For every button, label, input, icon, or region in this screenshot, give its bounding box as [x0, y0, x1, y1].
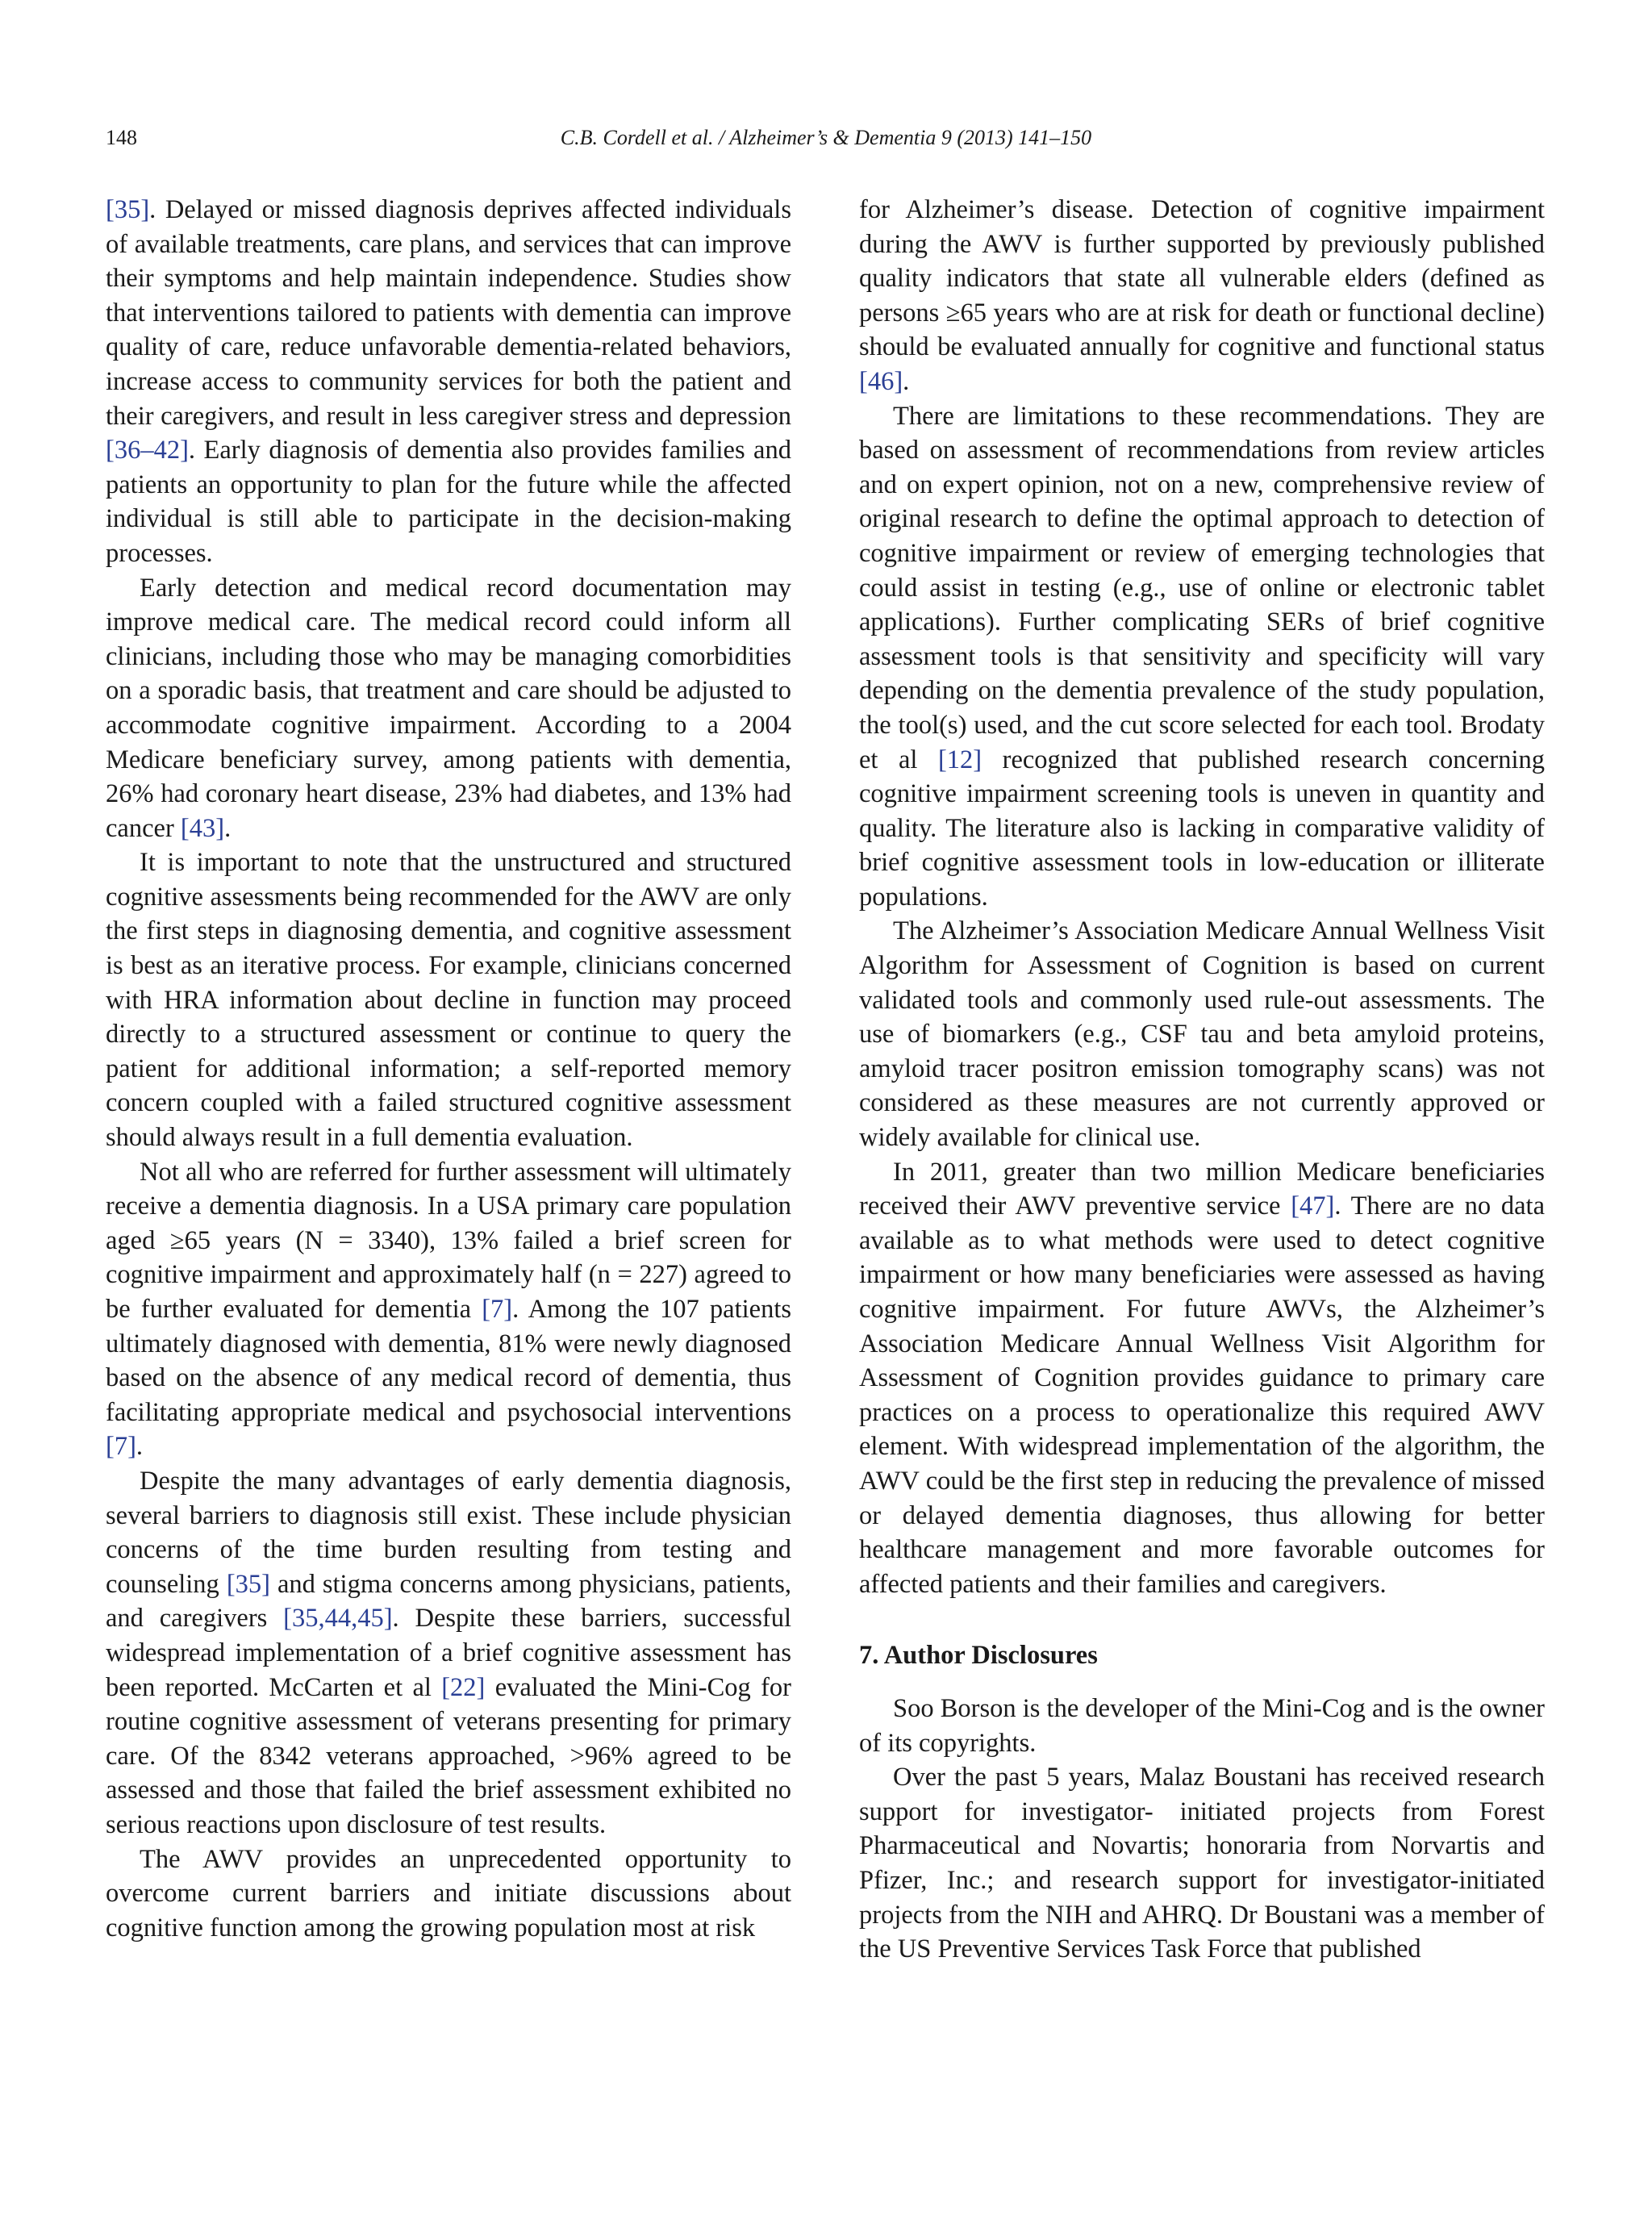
paragraph-text: . Early diagnosis of dementia also provides families and patients an opportunity to plan for the future while the affected individual is still able to participate in the decision-making processes. [106, 436, 791, 568]
paragraph-text: Not all who are referred for further assessment will ultimately receive a dementia diagnosis. In a USA primary care population aged ≥65 years (N = 3340), 13% failed a brief screen for cognitive impairment and approximately half (n = 227) agreed to be further evaluated for dementia [106, 1157, 791, 1324]
paragraph [859, 914, 1545, 1154]
citation-link[interactable]: [35] [226, 1569, 270, 1599]
paragraph-text: There are limitations to these recommendations. They are based on assessment of recommendations from review articles and on expert opinion, not on a new, comprehensive review of original research to define the optimal approach to detection of cognitive impairment or review of emerging technologies that could assist in testing (e.g., use of online or electronic tablet applications). Further complicating SERs of brief cognitive assessment tools is that sensitivity and specificity will vary depending on the dementia prevalence of the study population, the tool(s) used, and the cut score selected for each tool. Brodaty et al [859, 401, 1545, 774]
paragraph-text: It is important to note that the unstructured and structured cognitive assessments being recommended for the AWV are only the first steps in diagnosing dementia, and cognitive assessment is best as an iterative process. For example, clinicians concerned with HRA information about decline in function may proceed directly to a structured assessment or continue to query the patient for additional information; a self-reported memory concern coupled with a failed structured cognitive assessment should always result in a full dementia evaluation. [106, 848, 791, 1153]
paragraph-text: evaluated the Mini-Cog for routine cognitive assessment of veterans presenting for primary care. Of the 8342 veterans approached, >96% agreed to be assessed and those that failed the brief assessment exhibited no serious reactions upon disclosure of test results. [106, 1672, 791, 1839]
citation-link[interactable]: [47] [1291, 1191, 1335, 1221]
paragraph-text: recognized that published research concerning cognitive impairment screening tools is uneven in quantity and quality. The literature also is lacking in comparative validity of brief cognitive assessment tools in low-education or illiterate populations. [859, 745, 1545, 912]
paragraph-text: . Among the 107 patients ultimately diagnosed with dementia, 81% were newly diagnosed based on the absence of any medical record of dementia, thus facilitating appropriate medical and psychosocial interventions [106, 1295, 791, 1427]
left-column [106, 193, 791, 1945]
citation-link[interactable]: [7] [106, 1432, 136, 1462]
citation-link[interactable]: [22] [441, 1672, 486, 1702]
paragraph [859, 399, 1545, 915]
paragraph-text: Early detection and medical record documentation may improve medical care. The medical record could inform all clinicians, including those who may be managing comorbidities on a sporadic basis, that treatment and care should be adjusted to accommodate cognitive impairment. According to a 2004 Medicare beneficiary survey, among patients with dementia, 26% had coronary heart disease, 23% had diabetes, and 13% had cancer [106, 573, 791, 843]
paragraph-text: The AWV provides an unprecedented opportunity to overcome current barriers and initiate discussions about cognitive function among the growing population most at risk [106, 1844, 791, 1942]
paragraph [859, 1760, 1545, 1967]
citation-link[interactable]: [35] [106, 195, 150, 224]
paragraph [106, 1464, 791, 1842]
citation-link[interactable]: [12] [937, 745, 982, 774]
paragraph [859, 1155, 1545, 1602]
paragraph [106, 571, 791, 846]
paragraph-text: Soo Borson is the developer of the Mini-Cog and is the owner of its copyrights. [859, 1693, 1545, 1758]
citation-link[interactable]: [43] [180, 813, 225, 843]
paragraph [106, 845, 791, 1154]
paragraph-text: Despite the many advantages of early dementia diagnosis, several barriers to diagnosis still exist. These include physician concerns of the time burden resulting from testing and counseling [106, 1466, 791, 1599]
paragraph [859, 1692, 1545, 1760]
paragraph-text: for Alzheimer’s disease. Detection of cognitive impairment during the AWV is further supported by previously published quality indicators that state all vulnerable elders (defined as persons ≥65 years who are at risk for death or functional decline) should be evaluated annually for cognitive and functional status [859, 195, 1545, 362]
paragraph-text: . There are no data available as to what methods were used to detect cognitive impairment or how many beneficiaries were assessed as having cognitive impairment. For future AWVs, the Alzheimer’s Association Medicare Annual Wellness Visit Algorithm for Assessment of Cognition provides guidance to primary care practices on a process to operationalize this required AWV element. With widespread implementation of the algorithm, the AWV could be the first step in reducing the prevalence of missed or delayed dementia diagnoses, thus allowing for better healthcare management and more favorable outcomes for affected patients and their families and caregivers. [859, 1191, 1545, 1599]
paragraph-text: . Delayed or missed diagnosis deprives affected individuals of available treatments, care plans, and services that can improve their symptoms and help maintain independence. Studies show that interventions tailored to patients with dementia can improve quality of care, reduce unfavorable dementia-related behaviors, increase access to community services for both the patient and their caregivers, and result in less caregiver stress and depression [106, 195, 791, 431]
paragraph-text: and stigma concerns among physicians, patients, and caregivers [106, 1569, 792, 1634]
paragraph-text: The Alzheimer’s Association Medicare Annual Wellness Visit Algorithm for Assessment of Cognition is based on current validated tools and commonly used rule-out assessments. The use of biomarkers (e.g., CSF tau and beta amyloid proteins, amyloid tracer positron emission tomography scans) was not considered as these measures are not currently approved or widely available for clinical use. [859, 916, 1545, 1153]
page-number: 148 [106, 126, 137, 149]
running-head: C.B. Cordell et al. / Alzheimer’s & Dementia 9 (2013) 141–150 [560, 126, 1092, 149]
paragraph-text: In 2011, greater than two million Medicare beneficiaries received their AWV preventive service [859, 1157, 1545, 1221]
paragraph-text: . [136, 1432, 144, 1462]
citation-link[interactable]: [35,44,45] [283, 1604, 393, 1634]
paragraph-text: . Despite these barriers, successful widespread implementation of a brief cognitive assessment has been reported. McCarten et al [106, 1604, 791, 1702]
paragraph-text: . [903, 366, 910, 396]
paragraph [106, 1155, 791, 1464]
paragraph-text: . [224, 813, 232, 843]
right-column [859, 193, 1545, 1967]
paragraph-text: Over the past 5 years, Malaz Boustani has received research support for investigator- initiated projects from Forest Pharmaceutical and Novartis; honoraria from Norvartis and Pfizer, Inc.; and research support for investigator-initiated projects from the NIH and AHRQ. Dr Boustani was a member of the US Preventive Services Task Force that published [859, 1763, 1545, 1964]
citation-link[interactable]: [46] [859, 366, 903, 396]
citation-link[interactable]: [7] [482, 1295, 513, 1324]
paragraph [859, 193, 1545, 399]
paragraph [106, 193, 791, 571]
citation-link[interactable]: [36–42] [106, 436, 189, 465]
section-heading: 7. Author Disclosures [859, 1641, 1098, 1671]
paragraph [106, 1842, 791, 1946]
page-header [106, 126, 1546, 158]
